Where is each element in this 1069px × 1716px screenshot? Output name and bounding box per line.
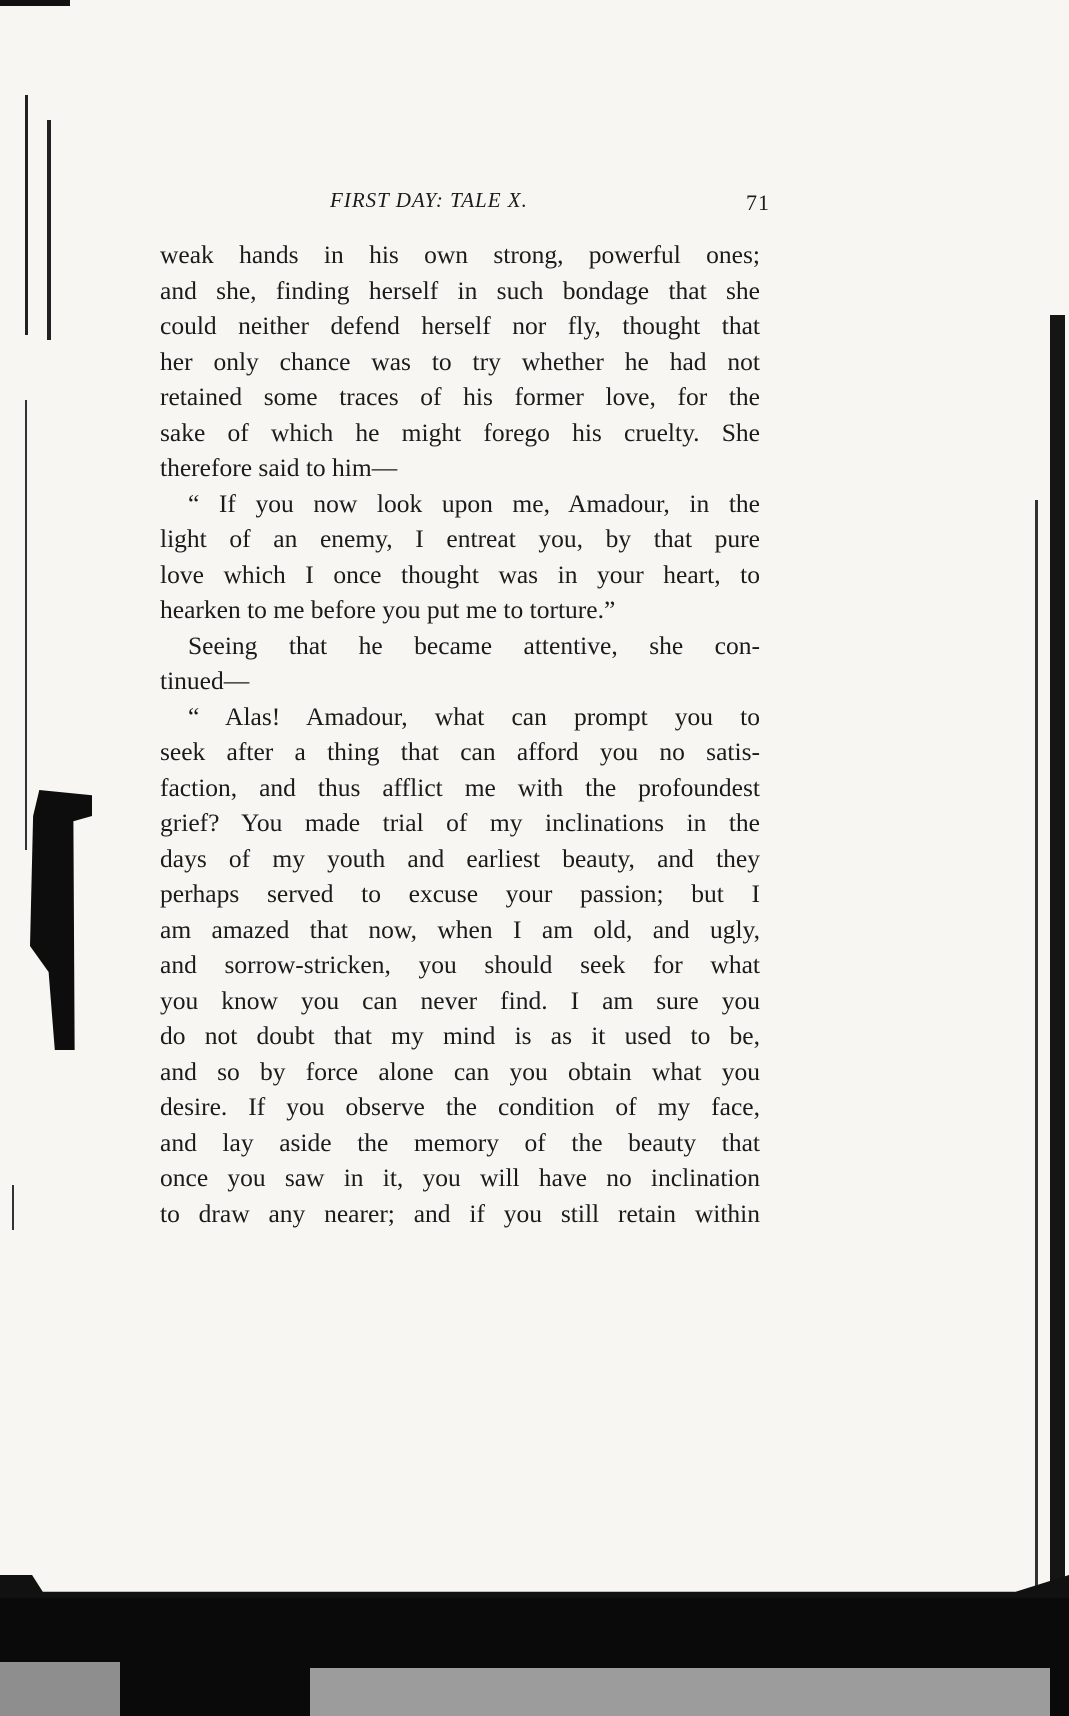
scan-artifact-left-blot xyxy=(30,790,92,1050)
text-line: retained some traces of his former love, for the xyxy=(160,382,760,411)
text-line: love which I once thought was in your heart, to xyxy=(160,559,760,589)
scan-artifact-right-edge xyxy=(1050,315,1065,1595)
text-line: seek after a thing that can afford you no satis- xyxy=(160,737,760,766)
text-line: do not doubt that my mind is as it used to be, xyxy=(160,1021,760,1050)
scan-artifact-bottom-noise xyxy=(0,1662,120,1716)
scan-artifact-left-rule xyxy=(47,120,51,340)
text-line: sake of which he might forego his cruelty. She xyxy=(160,417,760,447)
text-line: “ Alas! Amadour, what can prompt you to xyxy=(188,701,760,731)
text-line: and lay aside the memory of the beauty that xyxy=(160,1127,760,1157)
text-line: and sorrow-stricken, you should seek for what xyxy=(160,950,760,979)
text-line: grief? You made trial of my inclinations in the xyxy=(160,808,760,837)
text-line: light of an enemy, I entreat you, by that pure xyxy=(160,524,760,553)
running-header xyxy=(330,188,770,213)
text-line: to draw any nearer; and if you still retain within xyxy=(160,1198,760,1228)
text-line: you know you can never find. I am sure you xyxy=(160,985,760,1015)
text-line: am amazed that now, when I am old, and ugly, xyxy=(160,914,760,944)
text-line: weak hands in his own strong, powerful ones; xyxy=(160,240,760,269)
text-line: therefore said to him— xyxy=(160,453,398,482)
scan-artifact-left-rule xyxy=(25,400,27,850)
text-line: and so by force alone can you obtain what you xyxy=(160,1056,760,1086)
scan-artifact-right-line xyxy=(1035,500,1038,1600)
running-title: FIRST DAY: TALE X. xyxy=(330,188,528,212)
scan-artifact-top xyxy=(0,0,70,6)
page-number: 71 xyxy=(746,190,770,215)
text-line: once you saw in it, you will have no inclination xyxy=(160,1163,760,1192)
text-line: and she, finding herself in such bondage that she xyxy=(160,275,760,305)
text-line: could neither defend herself nor fly, thought that xyxy=(160,311,760,340)
text-line: her only chance was to try whether he had not xyxy=(160,346,760,376)
text-line: tinued— xyxy=(160,666,250,695)
text-line: Seeing that he became attentive, she con- xyxy=(188,630,760,660)
page-body xyxy=(160,237,760,1231)
text-line: desire. If you observe the condition of my face, xyxy=(160,1092,760,1121)
text-line: hearken to me before you put me to torture.” xyxy=(160,595,616,624)
text-line: “ If you now look upon me, Amadour, in the xyxy=(188,488,760,518)
text-line: perhaps served to excuse your passion; but I xyxy=(160,879,760,908)
text-line: days of my youth and earliest beauty, and they xyxy=(160,843,760,873)
scan-artifact-left-mark xyxy=(12,1185,14,1230)
text-line: faction, and thus afflict me with the profoundest xyxy=(160,772,760,802)
scan-artifact-bottom-noise xyxy=(310,1668,1050,1716)
scan-artifact-left-rule xyxy=(25,95,28,335)
